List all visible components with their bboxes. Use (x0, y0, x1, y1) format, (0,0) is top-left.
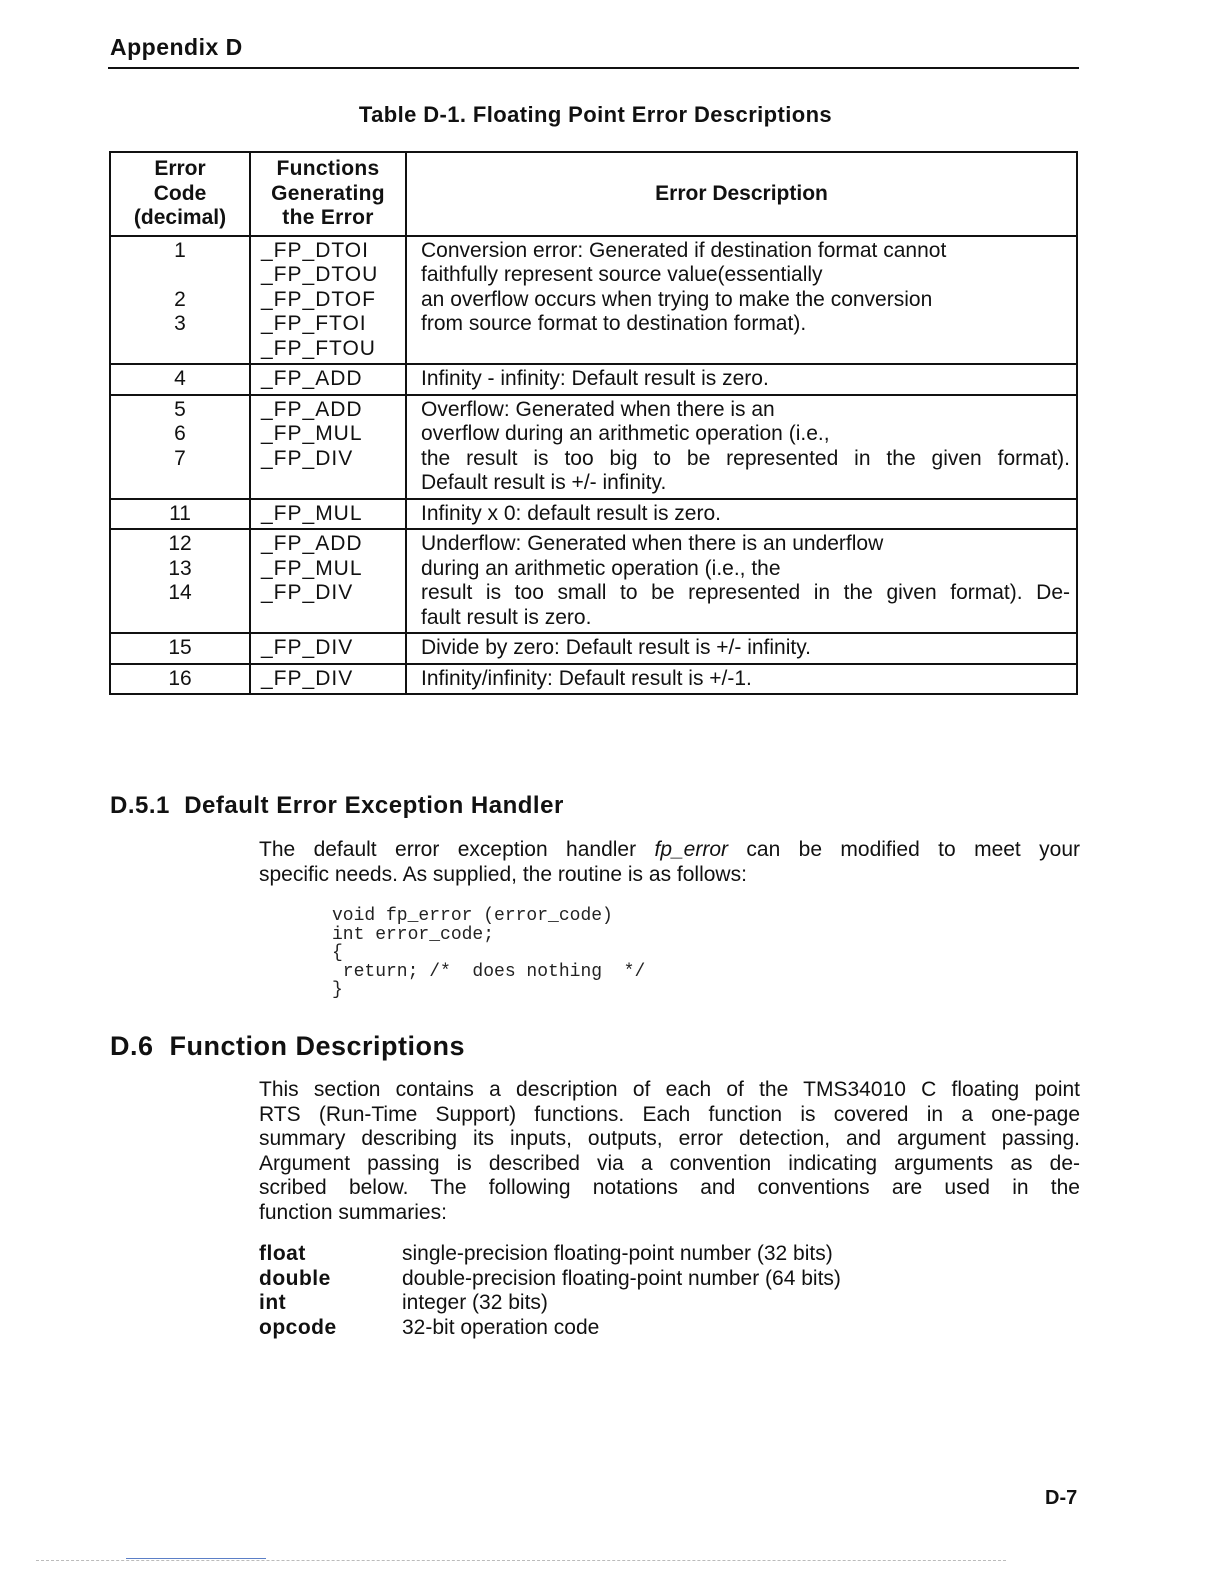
description-line: Conversion error: Generated if destination format cannot (421, 238, 947, 262)
d6-paragraph-line: function summaries: (259, 1200, 447, 1224)
header-functions (250, 152, 406, 236)
definition-text: 32-bit operation code (402, 1315, 600, 1339)
function-cell (250, 664, 406, 695)
function-name: _FP_ADD (261, 397, 363, 421)
description-line: an overflow occurs when trying to make the conversion (421, 287, 933, 311)
description-line: from source format to destination format). (421, 312, 807, 335)
description-cell (406, 236, 1077, 365)
description-line: Infinity x 0: default result is zero. (421, 501, 721, 525)
definition-term: opcode (259, 1315, 337, 1339)
d51-paragraph-line: specific needs. As supplied, the routine is as follows: (259, 862, 747, 886)
d6-paragraph-line: This section contains a description of each of the TMS34010 C floating point (259, 1078, 1080, 1101)
definition-term: double (259, 1266, 331, 1290)
fp-error-term: fp_error (654, 838, 729, 861)
definition-row (259, 1242, 841, 1267)
header-error-code (110, 152, 250, 236)
function-name: _FP_ADD (261, 532, 363, 555)
error-code: 13 (168, 556, 192, 580)
header-code-line: Code (153, 181, 207, 205)
error-code: 3 (174, 312, 186, 335)
table-row (110, 499, 1077, 530)
function-cell (250, 633, 406, 664)
error-code: 7 (174, 446, 186, 470)
description-line: faithfully represent source value(essentially (421, 263, 823, 286)
definition-term: int (259, 1291, 287, 1314)
table-row (110, 664, 1077, 695)
error-code-cell (110, 499, 250, 530)
description-line: Overflow: Generated when there is an (421, 397, 775, 421)
error-code: 2 (174, 287, 186, 311)
error-code: 11 (169, 501, 191, 525)
definition-text: double-precision floating-point number (64 bits) (402, 1266, 841, 1290)
d51-paragraph (259, 838, 1080, 887)
error-code-cell (110, 529, 250, 633)
footer-accent-line (126, 1558, 266, 1559)
description-cell (406, 395, 1077, 499)
description-cell (406, 633, 1077, 664)
function-name: _FP_MUL (261, 501, 363, 525)
header-func-line: Functions (276, 157, 380, 180)
d51-text: The default error exception handler (259, 838, 655, 861)
error-code: 14 (168, 581, 192, 604)
description-line: Default result is +/- infinity. (421, 471, 667, 494)
d51-paragraph-line (259, 838, 1080, 863)
error-code: 5 (174, 397, 186, 421)
definition-row (259, 1267, 841, 1292)
description-line: result is too small to be represented in the given format). De- (421, 581, 1070, 604)
definition-term: float (259, 1242, 306, 1265)
error-table (109, 151, 1078, 695)
table-row (110, 236, 1077, 365)
function-name: _FP_DIV (261, 666, 354, 690)
description-line: Infinity/infinity: Default result is +/-1. (421, 666, 752, 690)
error-code: 6 (174, 422, 186, 445)
function-name: _FP_ADD (261, 367, 363, 390)
footer-scan-line (36, 1560, 1006, 1561)
function-name: _FP_DIV (261, 581, 354, 604)
code-listing: void fp_error (error_code) int error_code; { return; /* does nothing */ } (332, 906, 646, 1000)
definitions-list (259, 1242, 841, 1340)
error-code: 4 (174, 367, 186, 390)
error-code: 12 (168, 532, 192, 555)
function-name: _FP_DTOF (261, 287, 376, 311)
description-cell (406, 529, 1077, 633)
d6-paragraph (259, 1078, 1080, 1225)
section-heading-d51: D.5.1 Default Error Exception Handler (110, 792, 564, 819)
table-caption: Table D-1. Floating Point Error Descriptions (358, 102, 833, 127)
error-code: 1 (174, 238, 186, 262)
running-header: Appendix D (110, 34, 243, 60)
definition-text: single-precision floating-point number (32 bits) (402, 1242, 833, 1265)
function-cell (250, 395, 406, 499)
definition-row (259, 1316, 841, 1341)
definition-text: integer (32 bits) (402, 1291, 548, 1314)
error-code-cell (110, 395, 250, 499)
header-func-line: the Error (282, 206, 374, 229)
function-name: _FP_DTOI (261, 238, 369, 262)
error-code-cell (110, 364, 250, 395)
description-cell (406, 364, 1077, 395)
d6-paragraph-line: scribed below. The following notations and conventions are used in the (259, 1176, 1080, 1199)
header-code-line: (decimal) (133, 206, 227, 229)
description-line: overflow during an arithmetic operation (i.e., (421, 422, 830, 445)
d6-paragraph-line: RTS (Run-Time Support) functions. Each function is covered in a one-page (259, 1102, 1080, 1126)
description-line: fault result is zero. (421, 605, 592, 629)
function-name: _FP_MUL (261, 556, 363, 580)
header-func-line: Generating (271, 181, 385, 205)
table-header-row (110, 152, 1077, 236)
table-row (110, 633, 1077, 664)
page-number: D-7 (1045, 1487, 1078, 1509)
header-code-line: Error (154, 157, 206, 180)
error-code (117, 263, 243, 288)
header-description: Error Description (406, 152, 1077, 236)
description-line: during an arithmetic operation (i.e., the (421, 556, 781, 580)
function-name: _FP_DTOU (261, 263, 379, 286)
table-row (110, 529, 1077, 633)
error-code: 16 (168, 666, 192, 690)
section-heading-d6: D.6 Function Descriptions (110, 1031, 466, 1061)
table-row (110, 364, 1077, 395)
definition-row (259, 1291, 841, 1316)
error-code: 15 (168, 636, 192, 659)
description-line: Underflow: Generated when there is an underflow (421, 532, 884, 555)
function-name: _FP_DIV (261, 446, 354, 470)
error-code-cell (110, 236, 250, 365)
function-cell (250, 529, 406, 633)
d6-paragraph-line: Argument passing is described via a convention indicating arguments as de- (259, 1151, 1080, 1175)
description-line: the result is too big to be represented in the given format). (421, 446, 1070, 470)
function-name: _FP_FTOI (261, 312, 367, 335)
description-line: Infinity - infinity: Default result is zero. (421, 367, 769, 390)
header-rule (108, 67, 1079, 69)
d6-paragraph-line: summary describing its inputs, outputs, error detection, and argument passing. (259, 1127, 1080, 1150)
d51-text: can be modified to meet your (728, 838, 1080, 861)
error-code-cell (110, 633, 250, 664)
description-line: Divide by zero: Default result is +/- infinity. (421, 636, 812, 659)
function-name: _FP_MUL (261, 422, 363, 445)
function-cell (250, 499, 406, 530)
function-cell (250, 236, 406, 365)
function-cell (250, 364, 406, 395)
error-code-cell (110, 664, 250, 695)
error-code (117, 337, 243, 362)
table-row (110, 395, 1077, 499)
description-cell (406, 664, 1077, 695)
description-cell (406, 499, 1077, 530)
function-name: _FP_FTOU (261, 336, 376, 360)
table-body (110, 236, 1077, 695)
function-name: _FP_DIV (261, 636, 354, 659)
